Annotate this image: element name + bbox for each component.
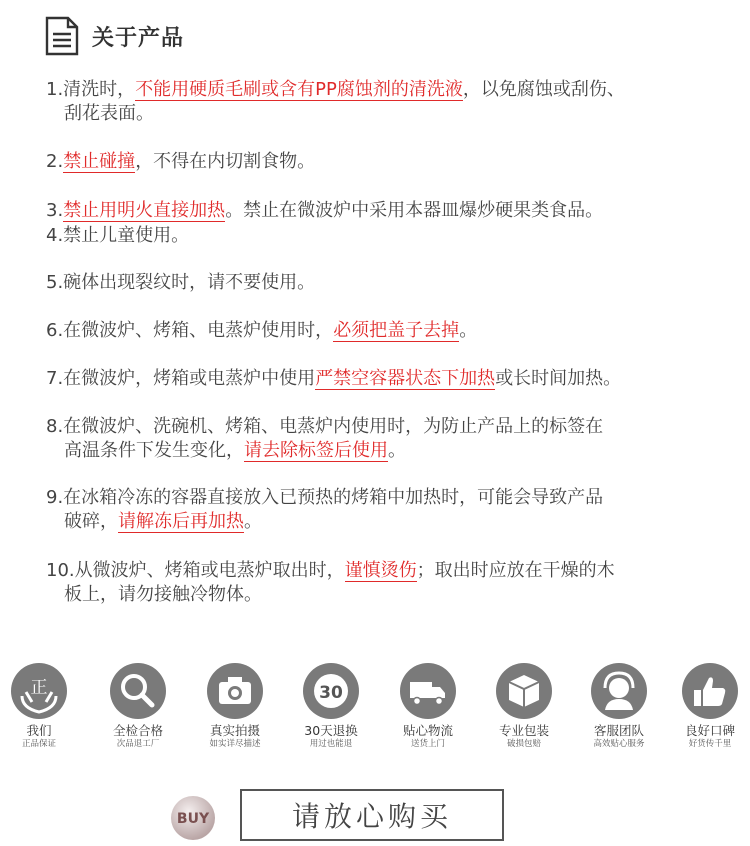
highlight-text: 必须把盖子去掉: [333, 320, 460, 341]
genuine-hands-icon: [10, 662, 68, 720]
note-text: 1.清洗时，: [46, 79, 136, 100]
note-line: [46, 271, 716, 295]
note-item: [46, 150, 716, 174]
badge-subtitle: 如实详尽描述: [209, 739, 261, 749]
badge-subtitle: 送货上门: [410, 739, 445, 749]
note-line: [46, 102, 716, 126]
note-text: 。: [459, 320, 478, 341]
note-text: 板上，请勿接触冷物体。: [64, 584, 262, 605]
note-item: [46, 224, 716, 248]
note-line: [46, 367, 716, 391]
note-line: [46, 510, 716, 534]
note-text: 刮花表面。: [64, 103, 154, 124]
note-line: [46, 415, 716, 439]
buy-badge: [170, 795, 216, 841]
note-line: [46, 486, 716, 510]
note-text: 。: [388, 440, 406, 461]
note-item: [46, 415, 716, 463]
badge-subtitle: 好货传千里: [688, 739, 732, 749]
note-line: [46, 199, 716, 223]
buy-button[interactable]: [240, 789, 504, 841]
note-text: 5.碗体出现裂纹时，请不要使用。: [46, 272, 316, 293]
note-text: 7.在微波炉，烤箱或电蒸炉中使用: [46, 368, 316, 389]
buy-button-label: 请放心购买: [291, 800, 452, 833]
badge-title: 良好口碑: [684, 723, 735, 738]
note-text: 9.在冰箱冷冻的容器直接放入已预热的烤箱中加热时，可能会导致产品: [46, 487, 604, 508]
badge-genuine: [0, 662, 85, 750]
note-text: 8.在微波炉、洗碗机、烤箱、电蒸炉内使用时，为防止产品上的标签在: [46, 416, 604, 437]
note-text: 10.从微波炉、烤箱或电蒸炉取出时，: [46, 560, 345, 581]
note-text: 破碎，: [64, 511, 118, 532]
note-item: [46, 486, 716, 534]
camera-icon: [206, 662, 264, 720]
document-icon: [44, 16, 80, 56]
highlight-text: 请去除标签后使用: [244, 440, 388, 461]
badge-subtitle: 次品退工厂: [116, 739, 160, 749]
note-text: 4.禁止儿童使用。: [46, 225, 190, 246]
note-text: 。: [244, 511, 262, 532]
note-text: 2.: [46, 151, 64, 172]
truck-icon: [399, 662, 457, 720]
badge-title: 我们: [26, 723, 52, 738]
note-line: [46, 78, 716, 102]
badge-title: 全检合格: [112, 723, 163, 738]
highlight-text: 禁止碰撞: [63, 151, 136, 172]
note-item: [46, 78, 716, 126]
badge-title: 贴心物流: [402, 723, 453, 738]
badge-title: 客服团队: [593, 723, 644, 738]
badge-title: 30天退换: [304, 723, 358, 738]
highlight-text: 严禁空容器状态下加热: [315, 368, 496, 389]
note-text: ，以免腐蚀或刮伤、: [462, 79, 625, 100]
section-header: [44, 14, 184, 58]
magnifier-icon: [109, 662, 167, 720]
service-badges: [0, 662, 750, 762]
note-line: [46, 439, 716, 463]
badge-service: [573, 662, 665, 750]
note-item: [46, 199, 716, 223]
highlight-text: 禁止用明火直接加热: [63, 200, 226, 221]
note-text: 高温条件下发生变化，: [64, 440, 244, 461]
note-text: 6.在微波炉、烤箱、电蒸炉使用时，: [46, 320, 334, 341]
highlight-text: 不能用硬质毛刷或含有PP腐蚀剂的清洗液: [135, 79, 463, 100]
badge-subtitle: 用过也能退: [309, 739, 353, 749]
thumbs-up-icon: [681, 662, 739, 720]
note-item: [46, 559, 716, 607]
note-text: 或长时间加热。: [495, 368, 622, 389]
note-line: [46, 224, 716, 248]
note-text: 3.: [46, 200, 64, 221]
customer-service-icon: [590, 662, 648, 720]
page-title: 关于产品: [92, 25, 185, 51]
package-icon: [495, 662, 553, 720]
badge-inspection: [92, 662, 184, 750]
badge-title: 专业包装: [498, 723, 549, 738]
highlight-text: 谨慎烫伤: [344, 560, 417, 581]
badge-photo: [189, 662, 281, 750]
note-line: [46, 559, 716, 583]
badge-title: 真实拍摄: [209, 723, 260, 738]
note-line: [46, 319, 716, 343]
badge-reputation: [664, 662, 750, 750]
note-text: 。禁止在微波炉中采用本器皿爆炒硬果类食品。: [225, 200, 604, 221]
badge-subtitle: 高效贴心服务: [593, 739, 645, 749]
badge-return: [285, 662, 377, 750]
buy-badge-text: BUY: [176, 811, 210, 827]
note-item: [46, 367, 716, 391]
badge-subtitle: 正品保证: [21, 739, 56, 749]
note-text: ；取出时应放在干燥的木: [416, 560, 615, 581]
note-item: [46, 319, 716, 343]
highlight-text: 请解冻后再加热: [118, 511, 244, 532]
badge-glyph: 30: [319, 683, 343, 703]
30-days-icon: [302, 662, 360, 720]
badge-logistics: [382, 662, 474, 750]
note-line: [46, 583, 716, 607]
badge-subtitle: 破损包赔: [506, 739, 541, 749]
note-line: [46, 150, 716, 174]
note-item: [46, 271, 716, 295]
note-text: ，不得在内切割食物。: [135, 151, 316, 172]
badge-glyph: 正: [30, 678, 48, 698]
badge-packaging: [478, 662, 570, 750]
